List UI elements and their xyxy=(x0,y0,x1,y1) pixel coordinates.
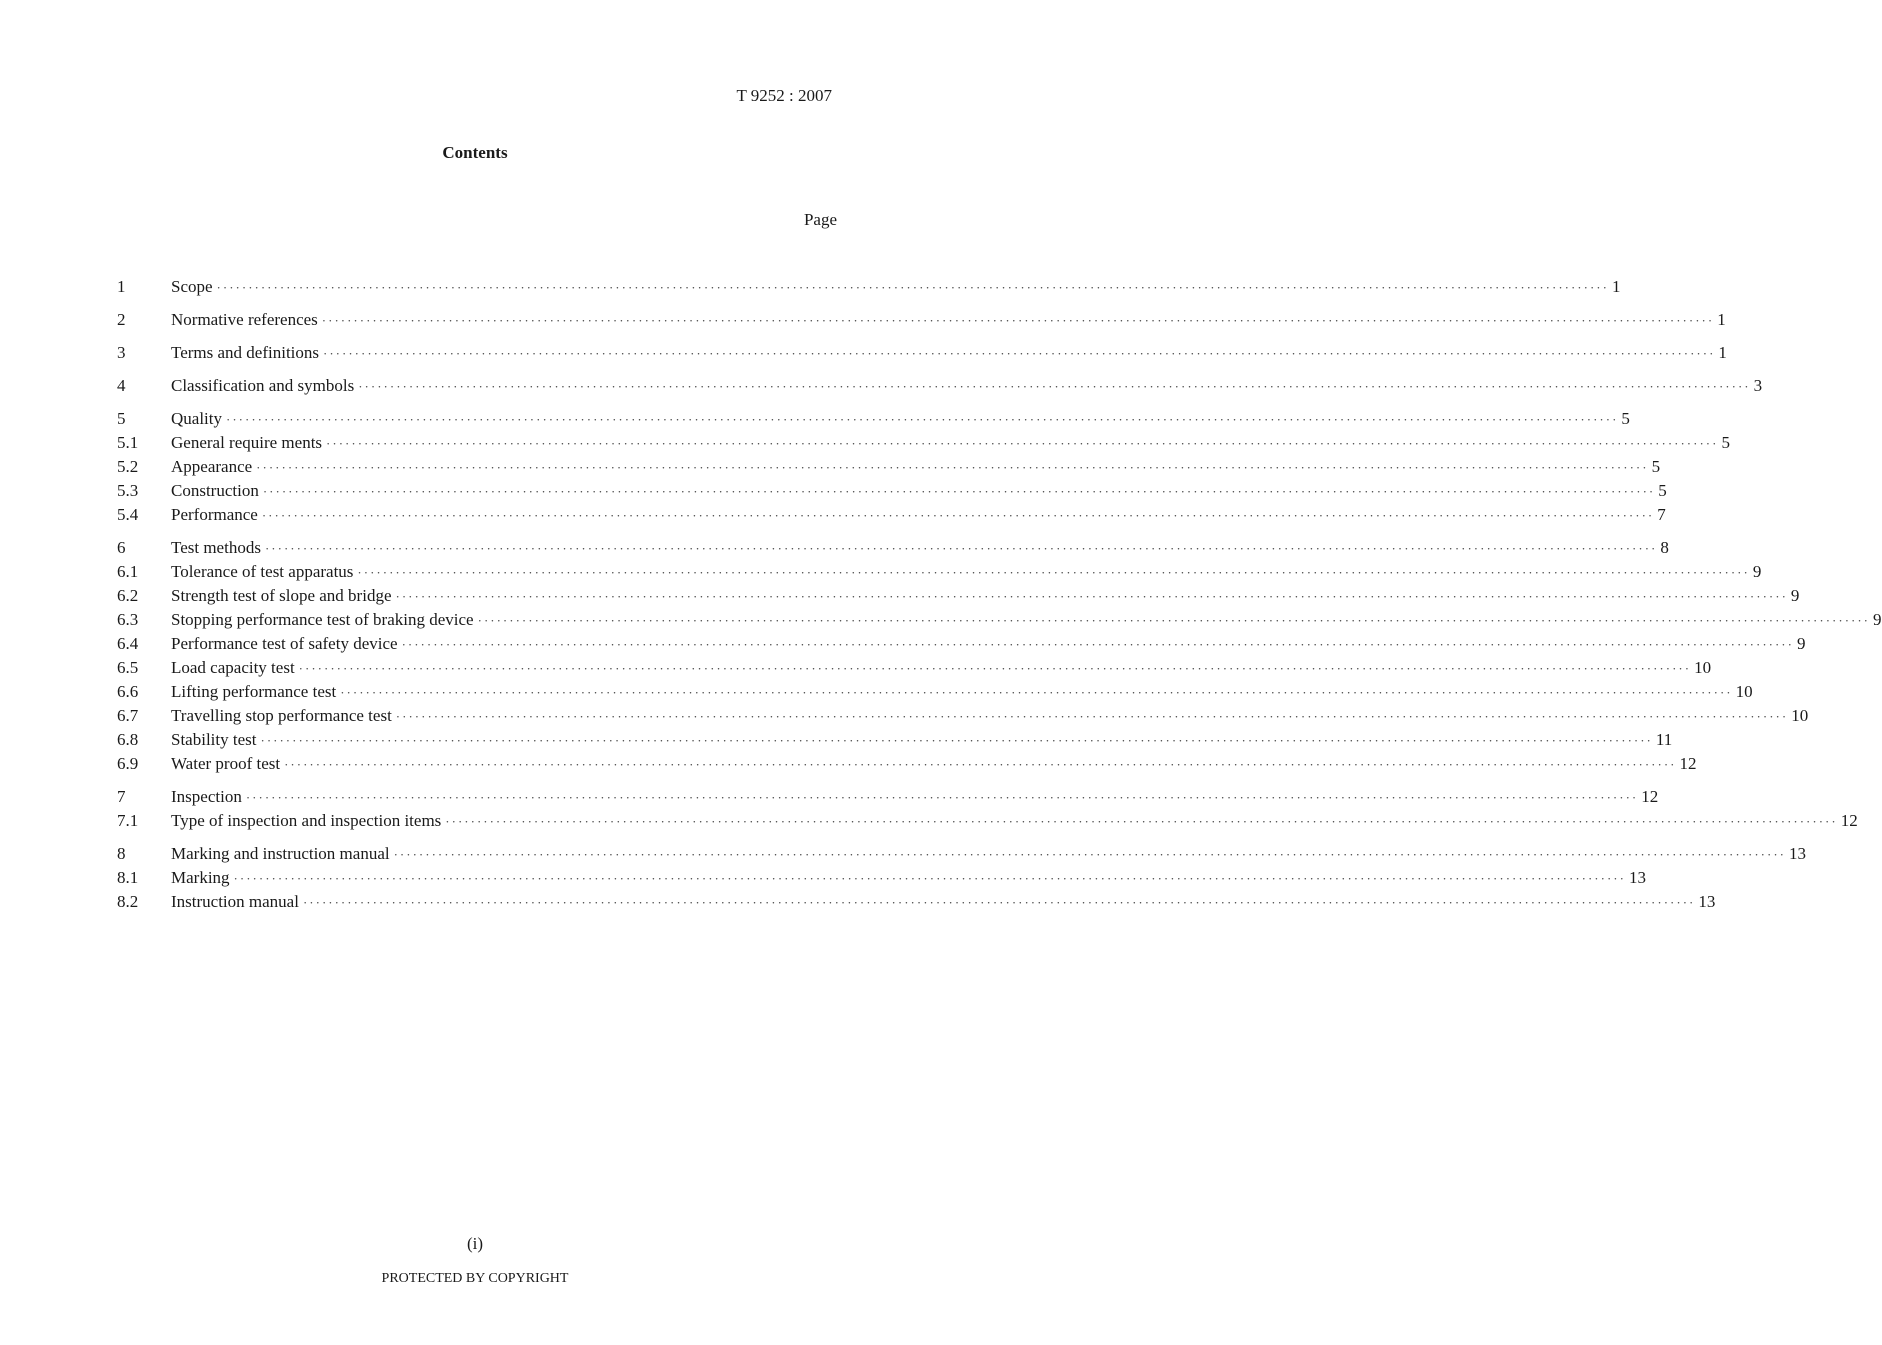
toc-entry-label: Inspection xyxy=(171,787,242,806)
toc-section-group xyxy=(117,275,1621,299)
toc-dot-leader: ···························································································································································································································· xyxy=(401,637,1794,652)
toc-dot-leader: ···························································································································································································································· xyxy=(260,733,1653,748)
toc-dot-leader: ···························································································································································································································· xyxy=(261,508,1655,523)
toc-dot-leader: ···························································································································································································································· xyxy=(298,661,1692,676)
toc-entry-label: Load capacity test xyxy=(171,658,295,677)
toc-dot-leader: ···························································································································································································································· xyxy=(233,871,1626,886)
toc-entry-number: 8 xyxy=(117,844,126,863)
document-id: T 9252 : 2007 xyxy=(736,86,832,105)
toc-entry-label: Test methods xyxy=(171,538,261,557)
toc-entry-label: Stopping performance test of braking device xyxy=(171,610,474,629)
toc-dot-leader: ···························································································································································································································· xyxy=(395,709,1789,724)
toc-entry-number: 5.3 xyxy=(117,481,139,500)
toc-entry-page: 1 xyxy=(1717,310,1726,329)
toc-dot-leader: ···························································································································································································································· xyxy=(445,814,1838,829)
toc-dot-leader: ···························································································································································································································· xyxy=(321,313,1715,328)
toc-entry-page: 12 xyxy=(1679,754,1697,773)
page-title: Contents xyxy=(442,143,508,162)
toc-entry-label: Classification and symbols xyxy=(171,376,355,395)
toc-entry[interactable] xyxy=(117,890,1716,914)
toc-entry-label: Marking xyxy=(171,868,230,887)
toc-entry[interactable] xyxy=(117,584,1800,608)
toc-entry-label: Performance xyxy=(171,505,258,524)
toc-dot-leader: ···························································································································································································································· xyxy=(256,460,1649,475)
toc-entry-label: Tolerance of test apparatus xyxy=(171,562,354,581)
toc-section-group xyxy=(117,842,1806,914)
toc-entry-number: 2 xyxy=(117,310,126,329)
toc-dot-leader: ···························································································································································································································· xyxy=(340,685,1733,700)
toc-entry[interactable] xyxy=(117,752,1697,776)
toc-entry-number: 6.3 xyxy=(117,610,139,629)
toc-dot-leader: ···························································································································································································································· xyxy=(262,484,1656,499)
toc-entry[interactable] xyxy=(117,608,1882,632)
toc-entry[interactable] xyxy=(117,866,1646,890)
toc-entry-number: 5.1 xyxy=(117,433,139,452)
toc-entry-label: Quality xyxy=(171,409,222,428)
toc-entry[interactable] xyxy=(117,431,1730,455)
toc-entry-label: Travelling stop performance test xyxy=(171,706,392,725)
toc-entry-page: 5 xyxy=(1721,433,1730,452)
toc-entry-number: 8.2 xyxy=(117,892,139,911)
toc-entry-number: 7.1 xyxy=(117,811,139,830)
toc-entry-page: 12 xyxy=(1840,811,1858,830)
toc-entry-page: 5 xyxy=(1651,457,1661,476)
toc-entry-page: 9 xyxy=(1796,634,1806,653)
toc-entry-page: 11 xyxy=(1655,730,1673,749)
toc-dot-leader: ···························································································································································································································· xyxy=(326,436,1719,451)
toc-entry-number: 6.6 xyxy=(117,682,139,701)
toc-entry-number: 1 xyxy=(117,277,126,296)
toc-section-group xyxy=(117,536,1882,776)
toc-entry[interactable] xyxy=(117,275,1621,299)
toc-dot-leader: ···························································································································································································································· xyxy=(357,565,1750,580)
toc-entry-number: 6 xyxy=(117,538,126,557)
toc-entry-number: 5.2 xyxy=(117,457,139,476)
toc-entry-label: General require ments xyxy=(171,433,323,452)
toc-entry-number: 6.5 xyxy=(117,658,139,677)
toc-entry-number: 8.1 xyxy=(117,868,139,887)
toc-entry-number: 6.8 xyxy=(117,730,139,749)
toc-entry-page: 9 xyxy=(1752,562,1762,581)
toc-entry-number: 5.4 xyxy=(117,505,139,524)
toc-entry[interactable] xyxy=(117,680,1753,704)
toc-entry-page: 13 xyxy=(1789,844,1806,863)
toc-entry[interactable] xyxy=(117,632,1806,656)
toc-dot-leader: ···························································································································································································································· xyxy=(284,757,1677,772)
toc-entry-number: 6.4 xyxy=(117,634,139,653)
toc-entry[interactable] xyxy=(117,560,1762,584)
toc-entry-page: 9 xyxy=(1873,610,1882,629)
toc-entry-number: 3 xyxy=(117,343,126,362)
toc-entry-label: Terms and definitions xyxy=(171,343,320,362)
toc-entry-page: 1 xyxy=(1611,277,1621,296)
toc-entry-number: 6.2 xyxy=(117,586,139,605)
toc-dot-leader: ···························································································································································································································· xyxy=(395,589,1788,604)
toc-entry-number: 6.7 xyxy=(117,706,139,725)
table-of-contents xyxy=(117,275,1882,923)
toc-entry-label: Appearance xyxy=(171,457,253,476)
toc-entry[interactable] xyxy=(117,785,1659,809)
toc-entry[interactable] xyxy=(117,407,1630,431)
toc-entry-page: 10 xyxy=(1791,706,1809,725)
page-column-header: Page xyxy=(803,210,837,229)
copyright-notice: PROTECTED BY COPYRIGHT xyxy=(381,1271,569,1286)
toc-entry-label: Performance test of safety device xyxy=(171,634,398,653)
toc-entry-number: 5 xyxy=(117,409,126,428)
toc-entry-page: 7 xyxy=(1657,505,1666,524)
toc-entry-page: 5 xyxy=(1658,481,1667,500)
toc-entry[interactable] xyxy=(117,704,1809,728)
toc-entry-number: 6.1 xyxy=(117,562,139,581)
toc-entry[interactable] xyxy=(117,341,1727,365)
toc-entry[interactable] xyxy=(117,308,1726,332)
toc-entry[interactable] xyxy=(117,536,1669,560)
toc-entry-number: 4 xyxy=(117,376,126,395)
toc-dot-leader: ···························································································································································································································· xyxy=(226,412,1619,427)
toc-entry-label: Strength test of slope and bridge xyxy=(171,586,392,605)
toc-entry[interactable] xyxy=(117,656,1712,680)
toc-section-group xyxy=(117,374,1763,398)
footer-page-number: (i) xyxy=(466,1234,484,1253)
toc-entry-label: Normative references xyxy=(171,310,318,329)
toc-section-group xyxy=(117,341,1727,365)
toc-entry-label: Lifting performance test xyxy=(171,682,337,701)
toc-entry-label: Scope xyxy=(171,277,213,296)
toc-section-group xyxy=(117,308,1726,332)
toc-dot-leader: ···························································································································································································································· xyxy=(477,613,1871,628)
toc-entry-label: Marking and instruction manual xyxy=(171,844,390,863)
toc-dot-leader: ···························································································································································································································· xyxy=(302,895,1696,910)
toc-entry-label: Water proof test xyxy=(171,754,281,773)
toc-section-group xyxy=(117,407,1730,527)
toc-entry-page: 1 xyxy=(1718,343,1727,362)
toc-entry-label: Instruction manual xyxy=(171,892,299,911)
toc-entry[interactable] xyxy=(117,455,1661,479)
toc-entry-page: 5 xyxy=(1621,409,1630,428)
toc-dot-leader: ···························································································································································································································· xyxy=(216,280,1609,295)
toc-dot-leader: ···························································································································································································································· xyxy=(323,346,1716,361)
toc-dot-leader: ···························································································································································································································· xyxy=(264,541,1658,556)
toc-entry-page: 9 xyxy=(1790,586,1800,605)
toc-entry-label: Stability test xyxy=(171,730,257,749)
toc-entry[interactable] xyxy=(117,503,1666,527)
toc-entry-page: 13 xyxy=(1628,868,1646,887)
toc-entry-page: 13 xyxy=(1698,892,1716,911)
toc-entry[interactable] xyxy=(117,842,1806,866)
toc-entry-page: 10 xyxy=(1694,658,1712,677)
toc-entry[interactable] xyxy=(117,374,1763,398)
toc-dot-leader: ···························································································································································································································· xyxy=(393,847,1786,862)
toc-entry[interactable] xyxy=(117,728,1673,752)
toc-entry-page: 10 xyxy=(1735,682,1753,701)
toc-entry-page: 12 xyxy=(1641,787,1659,806)
toc-entry-label: Construction xyxy=(171,481,259,500)
toc-entry[interactable] xyxy=(117,479,1667,503)
toc-entry[interactable] xyxy=(117,809,1858,833)
toc-entry-number: 7 xyxy=(117,787,126,806)
toc-dot-leader: ···························································································································································································································· xyxy=(245,790,1639,805)
toc-entry-number: 6.9 xyxy=(117,754,139,773)
toc-dot-leader: ···························································································································································································································· xyxy=(358,379,1751,394)
toc-entry-page: 8 xyxy=(1660,538,1669,557)
toc-section-group xyxy=(117,785,1858,833)
toc-entry-label: Type of inspection and inspection items xyxy=(171,811,442,830)
toc-entry-page: 3 xyxy=(1753,376,1763,395)
